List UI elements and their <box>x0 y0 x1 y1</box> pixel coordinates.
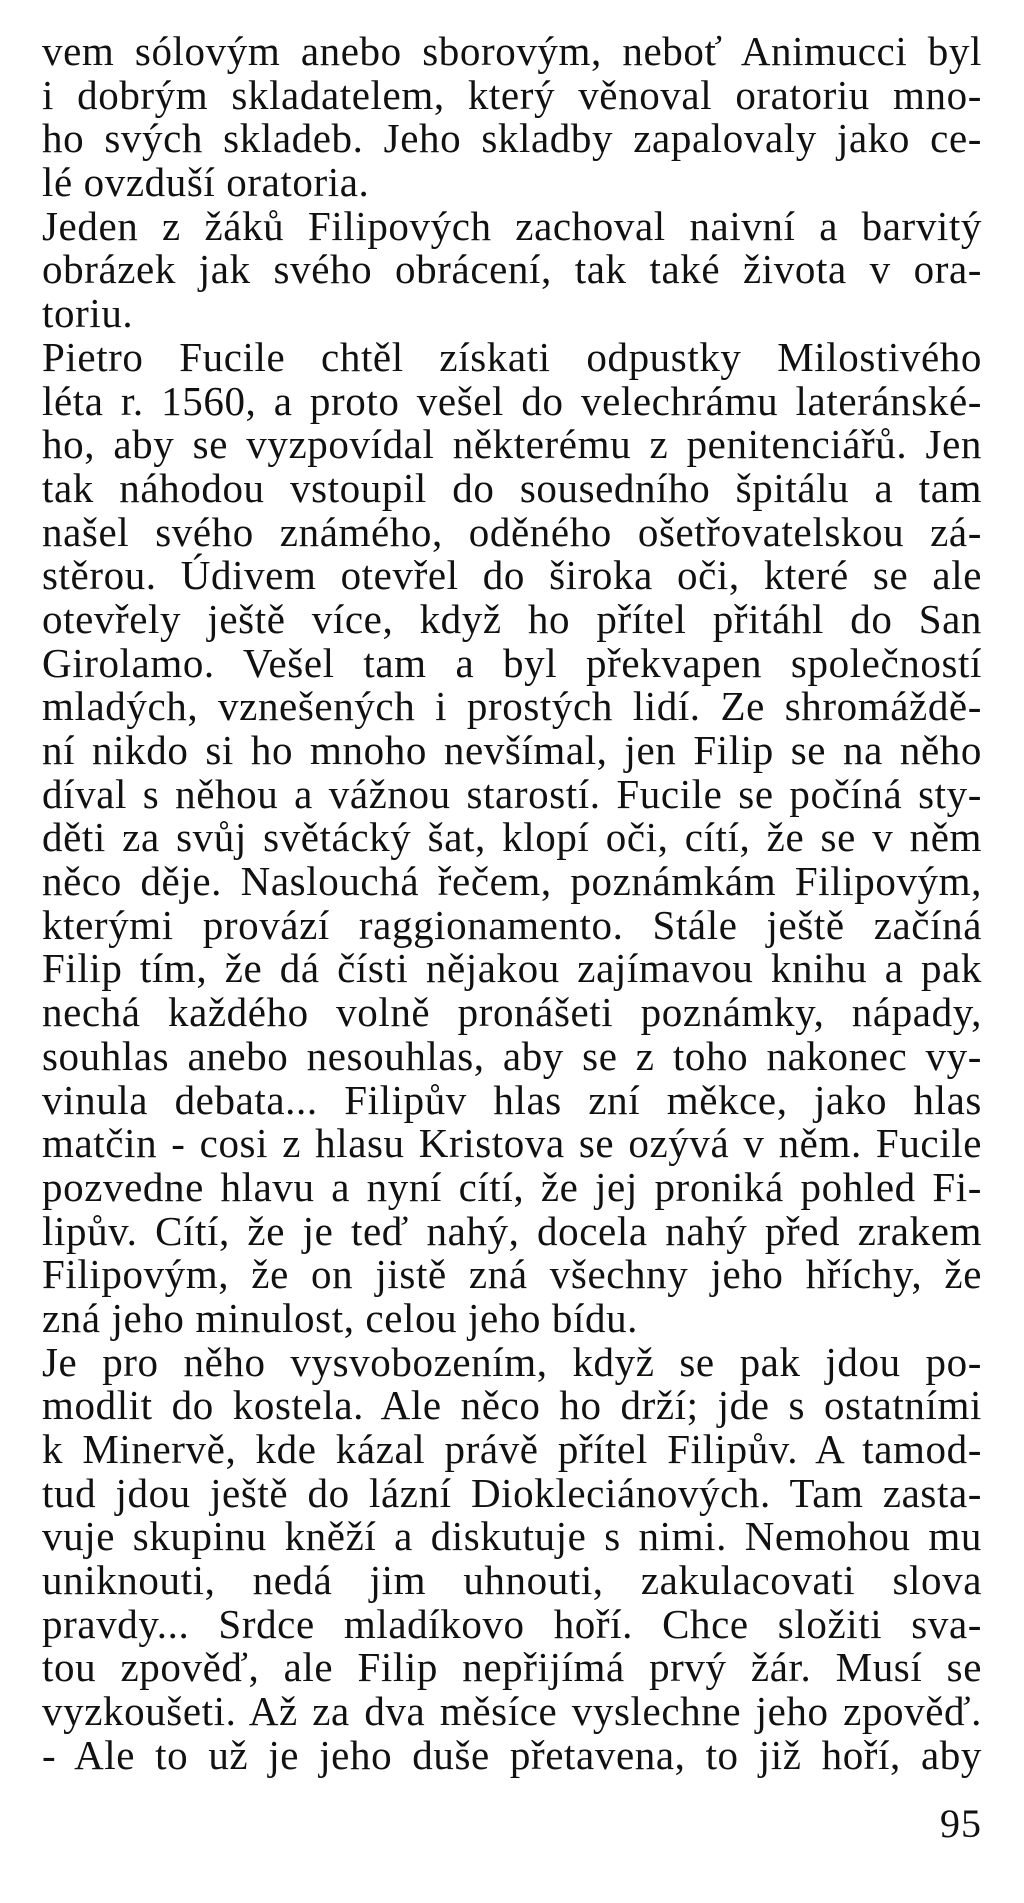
text-line: stěrou. Údivem otevřel do široka oči, které se ale <box>42 552 982 599</box>
page-body <box>42 30 982 1778</box>
text-line: kterými provází raggionamento. Stále ještě začíná <box>42 901 982 948</box>
text-line: díval s něhou a vážnou starostí. Fucile se počíná sty- <box>42 770 982 817</box>
text-line: ho svých skladeb. Jeho skladby zapalovaly jako ce- <box>42 115 982 162</box>
text-line: lé ovzduší oratoria. <box>42 159 370 206</box>
text-line: mladých, vznešených i prostých lidí. Ze shromáždě- <box>42 683 982 730</box>
text-line: Pietro Fucile chtěl získati odpustky Milostivého <box>42 333 982 380</box>
text-line: pozvedne hlavu a nyní cítí, že jej proniká pohled Fi- <box>42 1163 982 1210</box>
text-line: vem sólovým anebo sborovým, neboť Animucci byl <box>42 28 982 74</box>
text-line: vyzkoušeti. Až za dva měsíce vyslechne jeho zpověď. <box>42 1688 982 1735</box>
text-line: vuje skupinu kněží a diskutuje s nimi. Nemohou mu <box>42 1513 982 1560</box>
paragraph-4 <box>42 1338 982 1778</box>
text-line: našel svého známého, oděného ošetřovatelskou zá- <box>42 508 982 555</box>
text-line: Girolamo. Vešel tam a byl překvapen společností <box>42 639 982 686</box>
text-line: vinula debata... Filipův hlas zní měkce, jako hlas <box>42 1076 982 1123</box>
text-line: toriu. <box>42 290 134 337</box>
text-line: souhlas anebo nesouhlas, aby se z toho nakonec vy- <box>42 1032 982 1079</box>
text-line: děti za svůj světácký šat, klopí oči, cítí, že se v něm <box>42 814 982 861</box>
text-line: otevřely ještě více, když ho přítel přitáhl do San <box>42 595 982 642</box>
paragraph-2 <box>42 202 982 337</box>
text-line: matčin - cosi z hlasu Kristova se ozývá v něm. Fucile <box>42 1120 982 1167</box>
text-line: nechá každého volně pronášeti poznámky, nápady, <box>42 989 982 1036</box>
paragraph-1 <box>42 30 982 205</box>
paragraph-3 <box>42 333 982 1341</box>
text-line: tud jdou ještě do lázní Diokleciánových. Tam zasta- <box>42 1469 982 1516</box>
text-line: k Minervě, kde kázal právě přítel Filipův. A tamod- <box>42 1426 982 1472</box>
text-line: léta r. 1560, a proto vešel do velechrámu lateránské- <box>42 377 982 424</box>
text-line: lipův. Cítí, že je teď nahý, docela nahý před zrakem <box>42 1207 982 1254</box>
text-line: i dobrým skladatelem, který věnoval oratoriu mno- <box>42 71 982 118</box>
text-line: zná jeho minulost, celou jeho bídu. <box>42 1294 639 1341</box>
text-line: Filip tím, že dá čísti nějakou zajímavou knihu a pak <box>42 945 982 992</box>
text-line: modlit do kostela. Ale něco ho drží; jde s ostatními <box>42 1382 982 1429</box>
text-line: ho, aby se vyzpovídal některému z penitenciářů. Jen <box>42 421 982 468</box>
text-line: Je pro něho vysvobozením, když se pak jdou po- <box>42 1338 982 1385</box>
text-line: tou zpověď, ale Filip nepřijímá prvý žár. Musí se <box>42 1644 982 1691</box>
text-line: Filipovým, že on jistě zná všechny jeho hříchy, že <box>42 1251 982 1298</box>
text-line: něco děje. Naslouchá řečem, poznámkám Filipovým, <box>42 858 982 905</box>
text-line: - Ale to už je jeho duše přetavena, to již hoří, aby <box>42 1731 982 1778</box>
text-line: tak náhodou vstoupil do sousedního špitálu a tam <box>42 464 982 511</box>
text-line: pravdy... Srdce mladíkovo hoří. Chce složiti sva- <box>42 1600 982 1647</box>
page-number: 95 <box>940 1801 982 1846</box>
text-line: ní nikdo si ho mnoho nevšímal, jen Filip se na něho <box>42 727 982 773</box>
text-line: obrázek jak svého obrácení, tak také života v ora- <box>42 246 982 293</box>
text-line: Jeden z žáků Filipových zachoval naivní a barvitý <box>42 202 982 249</box>
text-line: uniknouti, nedá jim uhnouti, zakulacovati slova <box>42 1557 982 1604</box>
